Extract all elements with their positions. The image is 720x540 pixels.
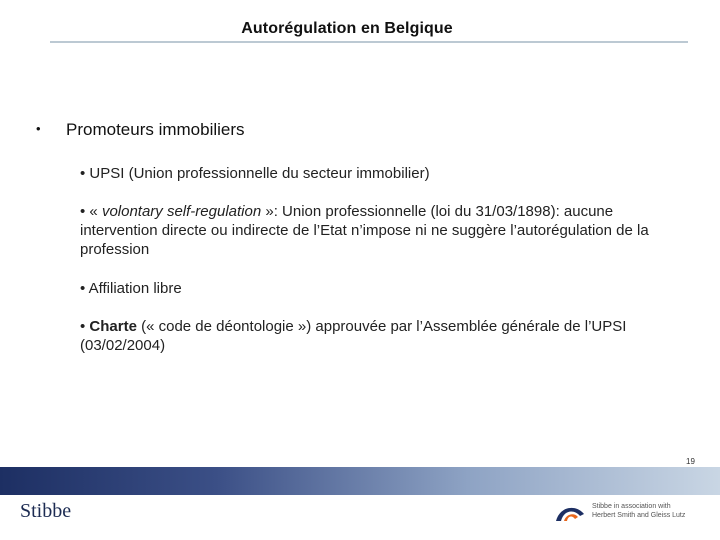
- sub-point-self-regulation-text: »: Union professionnelle (loi du 31/03/1898): aucune intervention directe ou indirecte de l’Etat n’impose ni ne suggère l’autorégulation de la profession: [80, 203, 649, 258]
- sub-point-self-regulation-emphasis: volontary self-regulation: [101, 203, 262, 220]
- main-bullet-heading: Promoteurs immobiliers: [66, 120, 245, 139]
- sub-point-charter: [80, 317, 680, 355]
- sub-point-charter-bold: Charte: [89, 318, 137, 335]
- sub-point-charter-prefix: •: [80, 318, 90, 335]
- partner-caption: [592, 502, 685, 520]
- sub-point-self-regulation: [80, 202, 680, 259]
- title-underline: [50, 41, 688, 43]
- footer-gradient-band: [0, 467, 720, 495]
- sub-point-self-regulation-prefix: • «: [80, 203, 102, 220]
- stibbe-logo: Stibbe: [20, 500, 72, 522]
- partner-swoosh-icon: [554, 502, 588, 522]
- swoosh-navy-arc: [556, 508, 584, 521]
- sub-point-upsi: • UPSI (Union professionnelle du secteur immobilier): [80, 165, 430, 182]
- sub-point-charter-text: (« code de déontologie ») approuvée par l’Assemblée générale de l’UPSI (03/02/2004): [80, 318, 627, 354]
- main-bullet-marker: •: [36, 121, 41, 136]
- partner-caption-line2: Herbert Smith and Gleiss Lutz: [592, 512, 686, 519]
- page-number: 19: [686, 457, 695, 466]
- swoosh-orange-arc: [564, 514, 578, 521]
- slide-title: Autorégulation en Belgique: [241, 20, 453, 37]
- sub-point-affiliation: • Affiliation libre: [80, 280, 182, 297]
- partner-caption-line1: Stibbe in association with: [592, 503, 671, 510]
